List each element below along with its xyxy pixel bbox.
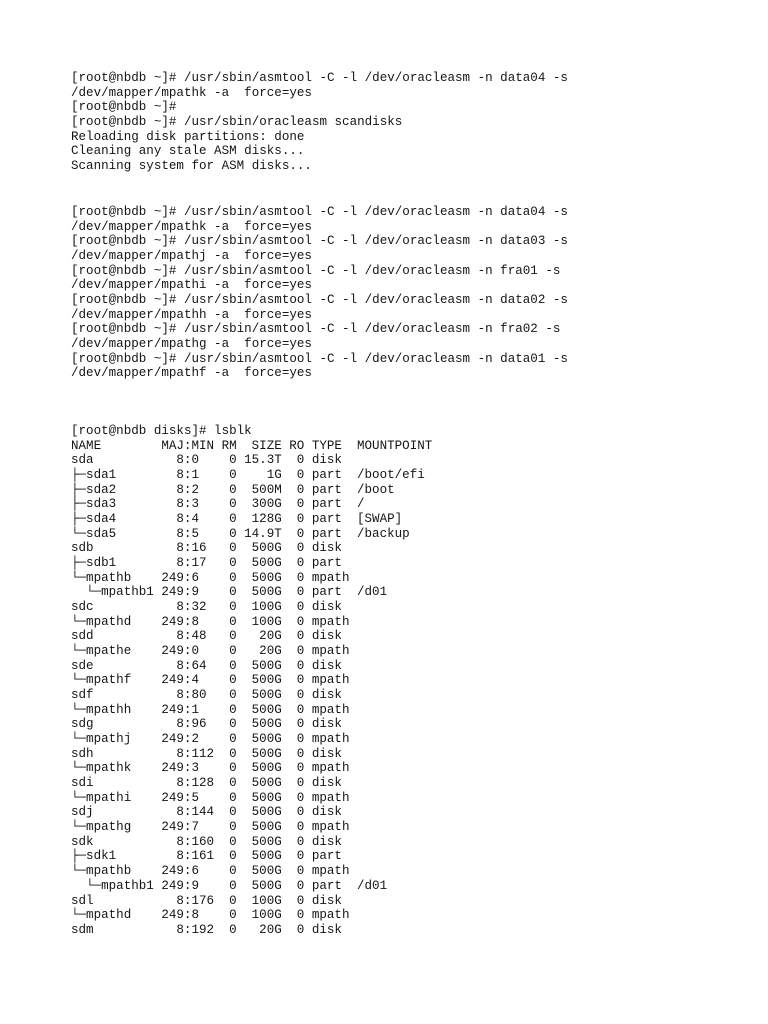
cell-ro: 0 bbox=[296, 732, 305, 747]
terminal-line: /dev/mapper/mpathf -a force=yes bbox=[71, 366, 312, 381]
cell-majmin: 249:8 bbox=[161, 614, 199, 629]
cell-name: ├─sda2 bbox=[71, 482, 117, 497]
cell-rm: 0 bbox=[229, 688, 237, 703]
cell-size: 500G bbox=[251, 702, 282, 717]
cell-rm: 0 bbox=[229, 556, 237, 571]
cell-mountpoint: /backup bbox=[357, 526, 410, 541]
terminal-line: [root@nbdb ~]# /usr/sbin/oracleasm scandisks bbox=[71, 115, 403, 130]
cell-size: 15.3T bbox=[244, 453, 282, 468]
cell-size: 128G bbox=[251, 512, 282, 527]
cell-type: part bbox=[311, 512, 342, 527]
cell-ro: 0 bbox=[296, 468, 305, 483]
cell-type: mpath bbox=[311, 644, 350, 659]
cell-rm: 0 bbox=[229, 673, 237, 688]
cell-majmin: MAJ:MIN bbox=[161, 438, 215, 453]
terminal-line: Reloading disk partitions: done bbox=[71, 129, 305, 144]
cell-ro: 0 bbox=[296, 629, 305, 644]
cell-ro: 0 bbox=[296, 658, 305, 673]
cell-name: └─mpathi bbox=[71, 790, 132, 805]
cell-rm: 0 bbox=[229, 834, 237, 849]
cell-name: └─sda5 bbox=[71, 526, 117, 541]
lsblk-row bbox=[71, 673, 432, 688]
cell-ro: 0 bbox=[296, 453, 305, 468]
cell-size: 500G bbox=[251, 878, 282, 893]
lsblk-row bbox=[71, 468, 432, 483]
cell-majmin: 8:1 bbox=[176, 468, 199, 483]
cell-type: mpath bbox=[311, 732, 350, 747]
cell-ro: 0 bbox=[296, 482, 305, 497]
cell-mountpoint: / bbox=[357, 497, 365, 512]
terminal-line: [root@nbdb ~]# bbox=[71, 100, 177, 115]
cell-name: sde bbox=[71, 658, 94, 673]
lsblk-row bbox=[71, 571, 432, 586]
terminal-line: [root@nbdb ~]# /usr/sbin/asmtool -C -l /dev/oracleasm -n fra01 -s bbox=[71, 263, 561, 278]
lsblk-row bbox=[71, 600, 432, 615]
cell-majmin: 8:32 bbox=[176, 600, 207, 615]
cell-type: disk bbox=[311, 629, 342, 644]
cell-name: ├─sdk1 bbox=[71, 849, 117, 864]
cell-ro: 0 bbox=[296, 541, 305, 556]
cell-name: sdl bbox=[71, 893, 94, 908]
cell-type: disk bbox=[311, 893, 342, 908]
cell-type: mpath bbox=[311, 614, 350, 629]
cell-majmin: 8:3 bbox=[176, 497, 199, 512]
asmtool-create-disks-session bbox=[71, 205, 568, 381]
cell-name: NAME bbox=[71, 438, 102, 453]
cell-majmin: 249:8 bbox=[161, 908, 199, 923]
terminal-line: Cleaning any stale ASM disks... bbox=[71, 144, 305, 159]
cell-type: disk bbox=[311, 717, 342, 732]
terminal-line: /dev/mapper/mpathk -a force=yes bbox=[71, 85, 312, 100]
cell-majmin: 8:2 bbox=[176, 482, 199, 497]
lsblk-row bbox=[71, 879, 432, 894]
lsblk-row bbox=[71, 791, 432, 806]
lsblk-row bbox=[71, 849, 432, 864]
cell-rm: 0 bbox=[229, 644, 237, 659]
terminal-line: /dev/mapper/mpathj -a force=yes bbox=[71, 249, 312, 264]
cell-majmin: 249:3 bbox=[161, 761, 199, 776]
lsblk-row bbox=[71, 894, 432, 909]
cell-ro: 0 bbox=[296, 834, 305, 849]
cell-ro: 0 bbox=[296, 702, 305, 717]
lsblk-row bbox=[71, 776, 432, 791]
cell-ro: 0 bbox=[296, 790, 305, 805]
lsblk-row bbox=[71, 585, 432, 600]
cell-name: ├─sdb1 bbox=[71, 556, 117, 571]
cell-rm: 0 bbox=[229, 893, 237, 908]
cell-majmin: 249:9 bbox=[161, 585, 199, 600]
cell-rm: 0 bbox=[229, 541, 237, 556]
cell-ro: 0 bbox=[296, 893, 305, 908]
cell-rm: 0 bbox=[229, 453, 237, 468]
cell-size: 500G bbox=[251, 717, 282, 732]
cell-size: 500G bbox=[251, 761, 282, 776]
cell-majmin: 8:80 bbox=[176, 688, 207, 703]
asmtool-scandisks-session bbox=[71, 71, 568, 174]
cell-rm: 0 bbox=[229, 482, 237, 497]
cell-rm: 0 bbox=[229, 614, 237, 629]
terminal-line: [root@nbdb ~]# /usr/sbin/asmtool -C -l /dev/oracleasm -n data01 -s bbox=[71, 351, 568, 366]
lsblk-row bbox=[71, 497, 432, 512]
cell-ro: 0 bbox=[296, 556, 305, 571]
cell-size: 500G bbox=[251, 864, 282, 879]
cell-mountpoint: /d01 bbox=[357, 585, 388, 600]
cell-ro: 0 bbox=[296, 497, 305, 512]
lsblk-row bbox=[71, 923, 432, 938]
cell-rm: 0 bbox=[229, 776, 237, 791]
cell-name: └─mpathb1 bbox=[71, 878, 154, 893]
cell-mountpoint: /d01 bbox=[357, 878, 388, 893]
cell-ro: 0 bbox=[296, 864, 305, 879]
cell-size: 500G bbox=[251, 790, 282, 805]
cell-majmin: 249:5 bbox=[161, 790, 199, 805]
lsblk-row bbox=[71, 629, 432, 644]
cell-size: 14.9T bbox=[244, 526, 282, 541]
lsblk-row bbox=[71, 805, 432, 820]
cell-size: 20G bbox=[259, 922, 282, 937]
lsblk-row bbox=[71, 512, 432, 527]
cell-name: ├─sda1 bbox=[71, 468, 117, 483]
cell-ro: 0 bbox=[296, 614, 305, 629]
cell-rm: 0 bbox=[229, 658, 237, 673]
cell-type: mpath bbox=[311, 702, 350, 717]
cell-majmin: 8:64 bbox=[176, 658, 207, 673]
lsblk-row bbox=[71, 453, 432, 468]
cell-type: mpath bbox=[311, 864, 350, 879]
cell-ro: 0 bbox=[296, 585, 305, 600]
cell-ro: 0 bbox=[296, 717, 305, 732]
cell-rm: RM bbox=[221, 438, 237, 453]
cell-name: sdm bbox=[71, 922, 94, 937]
cell-rm: 0 bbox=[229, 570, 237, 585]
cell-size: 100G bbox=[251, 614, 282, 629]
cell-mountpoint: /boot bbox=[357, 482, 395, 497]
cell-rm: 0 bbox=[229, 497, 237, 512]
cell-size: 500M bbox=[251, 482, 282, 497]
cell-rm: 0 bbox=[229, 849, 237, 864]
cell-type: mpath bbox=[311, 761, 350, 776]
terminal-line: /dev/mapper/mpathg -a force=yes bbox=[71, 337, 312, 352]
cell-name: sdb bbox=[71, 541, 94, 556]
cell-ro: 0 bbox=[296, 570, 305, 585]
cell-type: part bbox=[311, 482, 342, 497]
cell-ro: 0 bbox=[296, 849, 305, 864]
cell-name: └─mpathb bbox=[71, 864, 132, 879]
cell-ro: RO bbox=[289, 438, 305, 453]
terminal-line: /dev/mapper/mpathk -a force=yes bbox=[71, 219, 312, 234]
cell-rm: 0 bbox=[229, 600, 237, 615]
cell-rm: 0 bbox=[229, 805, 237, 820]
cell-rm: 0 bbox=[229, 468, 237, 483]
cell-ro: 0 bbox=[296, 820, 305, 835]
lsblk-row bbox=[71, 761, 432, 776]
lsblk-row bbox=[71, 659, 432, 674]
cell-type: part bbox=[311, 556, 342, 571]
cell-ro: 0 bbox=[296, 878, 305, 893]
terminal-line: [root@nbdb ~]# /usr/sbin/asmtool -C -l /dev/oracleasm -n data04 -s bbox=[71, 205, 568, 219]
cell-majmin: 8:161 bbox=[176, 849, 215, 864]
cell-name: sdj bbox=[71, 805, 94, 820]
lsblk-row bbox=[71, 703, 432, 718]
cell-ro: 0 bbox=[296, 512, 305, 527]
cell-name: sda bbox=[71, 453, 94, 468]
cell-majmin: 249:6 bbox=[161, 570, 199, 585]
cell-type: disk bbox=[311, 541, 342, 556]
lsblk-row bbox=[71, 556, 432, 571]
cell-size: 500G bbox=[251, 673, 282, 688]
lsblk-row bbox=[71, 483, 432, 498]
cell-type: part bbox=[311, 468, 342, 483]
cell-size: 500G bbox=[251, 776, 282, 791]
cell-size: 500G bbox=[251, 849, 282, 864]
terminal-line: /dev/mapper/mpathh -a force=yes bbox=[71, 307, 312, 322]
cell-name: └─mpathb bbox=[71, 570, 132, 585]
cell-majmin: 8:5 bbox=[176, 526, 199, 541]
cell-name: sdh bbox=[71, 746, 94, 761]
lsblk-session bbox=[71, 424, 432, 938]
cell-type: part bbox=[311, 526, 342, 541]
cell-majmin: 249:2 bbox=[161, 732, 199, 747]
cell-size: 300G bbox=[251, 497, 282, 512]
cell-majmin: 8:160 bbox=[176, 834, 215, 849]
lsblk-header-row bbox=[71, 439, 432, 454]
cell-majmin: 249:9 bbox=[161, 878, 199, 893]
cell-type: disk bbox=[311, 834, 342, 849]
cell-majmin: 8:4 bbox=[176, 512, 199, 527]
cell-majmin: 249:0 bbox=[161, 644, 199, 659]
lsblk-row bbox=[71, 541, 432, 556]
cell-type: mpath bbox=[311, 673, 350, 688]
cell-type: TYPE bbox=[311, 438, 342, 453]
cell-name: ├─sda4 bbox=[71, 512, 117, 527]
cell-name: sdi bbox=[71, 776, 94, 791]
cell-name: sdd bbox=[71, 629, 94, 644]
cell-majmin: 249:1 bbox=[161, 702, 199, 717]
cell-ro: 0 bbox=[296, 922, 305, 937]
lsblk-row bbox=[71, 747, 432, 762]
cell-size: 1G bbox=[266, 468, 282, 483]
cell-rm: 0 bbox=[229, 908, 237, 923]
cell-majmin: 8:128 bbox=[176, 776, 215, 791]
cell-rm: 0 bbox=[229, 629, 237, 644]
cell-type: part bbox=[311, 585, 342, 600]
terminal-line: /dev/mapper/mpathi -a force=yes bbox=[71, 278, 312, 293]
cell-type: part bbox=[311, 849, 342, 864]
lsblk-row bbox=[71, 717, 432, 732]
cell-name: sdf bbox=[71, 688, 94, 703]
shell-prompt-line: [root@nbdb disks]# lsblk bbox=[71, 424, 252, 438]
cell-majmin: 8:192 bbox=[176, 922, 215, 937]
cell-type: disk bbox=[311, 600, 342, 615]
cell-rm: 0 bbox=[229, 512, 237, 527]
cell-name: └─mpathb1 bbox=[71, 585, 154, 600]
cell-ro: 0 bbox=[296, 688, 305, 703]
cell-size: 20G bbox=[259, 629, 282, 644]
cell-ro: 0 bbox=[296, 761, 305, 776]
lsblk-row bbox=[71, 864, 432, 879]
cell-type: mpath bbox=[311, 570, 350, 585]
cell-name: └─mpathh bbox=[71, 702, 132, 717]
cell-rm: 0 bbox=[229, 790, 237, 805]
cell-name: sdg bbox=[71, 717, 94, 732]
cell-name: ├─sda3 bbox=[71, 497, 117, 512]
cell-name: sdk bbox=[71, 834, 94, 849]
cell-rm: 0 bbox=[229, 732, 237, 747]
cell-majmin: 8:17 bbox=[176, 556, 207, 571]
cell-type: disk bbox=[311, 453, 342, 468]
cell-type: disk bbox=[311, 776, 342, 791]
cell-size: 100G bbox=[251, 600, 282, 615]
cell-ro: 0 bbox=[296, 526, 305, 541]
cell-rm: 0 bbox=[229, 878, 237, 893]
cell-type: disk bbox=[311, 746, 342, 761]
terminal-line: Scanning system for ASM disks... bbox=[71, 159, 312, 174]
terminal-line: [root@nbdb ~]# /usr/sbin/asmtool -C -l /dev/oracleasm -n data02 -s bbox=[71, 293, 568, 308]
cell-name: └─mpathf bbox=[71, 673, 132, 688]
cell-majmin: 249:4 bbox=[161, 673, 199, 688]
cell-type: disk bbox=[311, 688, 342, 703]
terminal-line: [root@nbdb ~]# /usr/sbin/asmtool -C -l /dev/oracleasm -n data03 -s bbox=[71, 234, 568, 249]
cell-name: └─mpathe bbox=[71, 644, 132, 659]
cell-name: └─mpathd bbox=[71, 614, 132, 629]
cell-rm: 0 bbox=[229, 761, 237, 776]
terminal-line: [root@nbdb ~]# /usr/sbin/asmtool -C -l /dev/oracleasm -n fra02 -s bbox=[71, 322, 561, 337]
cell-name: └─mpathg bbox=[71, 820, 132, 835]
cell-type: part bbox=[311, 878, 342, 893]
cell-ro: 0 bbox=[296, 600, 305, 615]
cell-ro: 0 bbox=[296, 776, 305, 791]
cell-size: 500G bbox=[251, 732, 282, 747]
cell-size: 500G bbox=[251, 805, 282, 820]
cell-size: SIZE bbox=[251, 438, 282, 453]
lsblk-row bbox=[71, 688, 432, 703]
lsblk-row bbox=[71, 908, 432, 923]
cell-type: mpath bbox=[311, 908, 350, 923]
cell-type: disk bbox=[311, 922, 342, 937]
cell-rm: 0 bbox=[229, 746, 237, 761]
cell-ro: 0 bbox=[296, 908, 305, 923]
cell-size: 500G bbox=[251, 834, 282, 849]
cell-size: 500G bbox=[251, 585, 282, 600]
cell-majmin: 8:112 bbox=[176, 746, 215, 761]
cell-size: 20G bbox=[259, 644, 282, 659]
cell-ro: 0 bbox=[296, 805, 305, 820]
cell-majmin: 249:7 bbox=[161, 820, 199, 835]
cell-type: disk bbox=[311, 805, 342, 820]
cell-majmin: 8:144 bbox=[176, 805, 215, 820]
cell-majmin: 8:96 bbox=[176, 717, 207, 732]
cell-ro: 0 bbox=[296, 673, 305, 688]
cell-name: └─mpathd bbox=[71, 908, 132, 923]
cell-size: 100G bbox=[251, 908, 282, 923]
lsblk-row bbox=[71, 615, 432, 630]
cell-size: 500G bbox=[251, 746, 282, 761]
lsblk-row bbox=[71, 820, 432, 835]
cell-size: 500G bbox=[251, 820, 282, 835]
cell-mountpoint: /boot/efi bbox=[357, 468, 425, 483]
cell-majmin: 249:6 bbox=[161, 864, 199, 879]
cell-majmin: 8:0 bbox=[176, 453, 199, 468]
lsblk-table bbox=[71, 439, 432, 938]
cell-size: 500G bbox=[251, 541, 282, 556]
cell-rm: 0 bbox=[229, 585, 237, 600]
cell-mountpoint: MOUNTPOINT bbox=[357, 438, 433, 453]
terminal-line: [root@nbdb ~]# /usr/sbin/asmtool -C -l /dev/oracleasm -n data04 -s bbox=[71, 71, 568, 85]
cell-rm: 0 bbox=[229, 717, 237, 732]
cell-size: 500G bbox=[251, 570, 282, 585]
cell-size: 500G bbox=[251, 688, 282, 703]
cell-name: sdc bbox=[71, 600, 94, 615]
cell-type: disk bbox=[311, 658, 342, 673]
cell-size: 500G bbox=[251, 556, 282, 571]
cell-type: mpath bbox=[311, 790, 350, 805]
cell-rm: 0 bbox=[229, 922, 237, 937]
cell-majmin: 8:176 bbox=[176, 893, 215, 908]
lsblk-row bbox=[71, 527, 432, 542]
cell-rm: 0 bbox=[229, 820, 237, 835]
cell-type: mpath bbox=[311, 820, 350, 835]
cell-ro: 0 bbox=[296, 644, 305, 659]
cell-majmin: 8:16 bbox=[176, 541, 207, 556]
cell-majmin: 8:48 bbox=[176, 629, 207, 644]
cell-type: part bbox=[311, 497, 342, 512]
cell-name: └─mpathk bbox=[71, 761, 132, 776]
cell-ro: 0 bbox=[296, 746, 305, 761]
cell-size: 100G bbox=[251, 893, 282, 908]
cell-name: └─mpathj bbox=[71, 732, 132, 747]
cell-rm: 0 bbox=[229, 702, 237, 717]
cell-size: 500G bbox=[251, 658, 282, 673]
lsblk-row bbox=[71, 732, 432, 747]
cell-mountpoint: [SWAP] bbox=[357, 512, 403, 527]
lsblk-row bbox=[71, 644, 432, 659]
cell-rm: 0 bbox=[229, 864, 237, 879]
lsblk-row bbox=[71, 835, 432, 850]
cell-rm: 0 bbox=[229, 526, 237, 541]
